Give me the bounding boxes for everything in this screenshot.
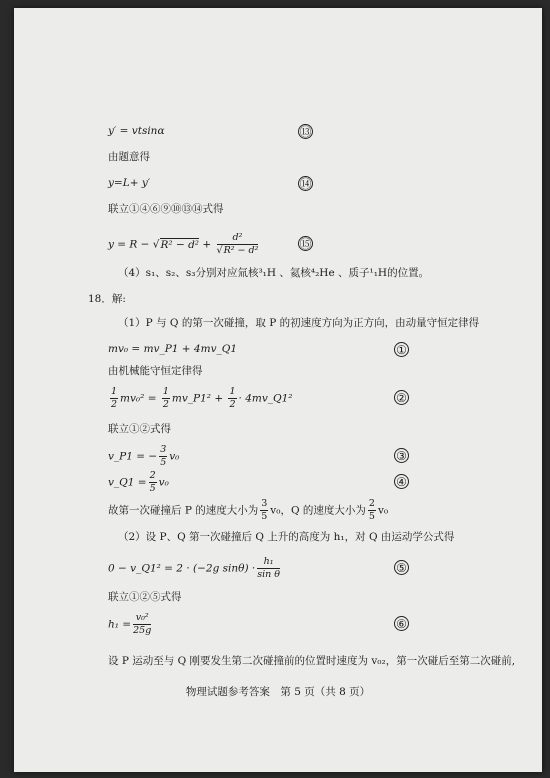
- page-footer: 物理试题参考答案 第 5 页（共 8 页）: [185, 686, 371, 698]
- marker-6: ⑥: [394, 616, 409, 631]
- marker-5: ⑤: [394, 560, 409, 575]
- eq-part: mv_P1² +: [171, 392, 224, 405]
- answer-sheet-page: [14, 8, 542, 772]
- numerator: 1: [111, 386, 118, 397]
- fraction: [257, 556, 280, 581]
- fraction: [228, 386, 236, 411]
- marker-15: ⑮: [299, 236, 312, 251]
- numerator: 1: [162, 386, 169, 397]
- fraction: [368, 498, 376, 523]
- text-line: 联立①④⑥⑨⑩⑬⑭式得: [108, 203, 224, 215]
- marker-3: ③: [394, 448, 409, 463]
- fraction: [133, 612, 151, 637]
- fraction: [159, 444, 167, 469]
- equation-13: y′ = vtsinα: [108, 125, 165, 137]
- denominator: 5: [368, 511, 375, 522]
- marker-4: ④: [394, 474, 409, 489]
- numerator: 1: [229, 386, 236, 397]
- eq-part: h₁ =: [108, 618, 132, 631]
- equation-5: [108, 556, 282, 581]
- fraction: [149, 470, 157, 495]
- text-line: （4）s₁、s₂、s₃分别对应氚核³₁H 、氦核⁴₂He 、质子¹₁H的位置。: [118, 267, 430, 279]
- eq-part: v_P1 = −: [108, 450, 158, 463]
- eq-radicand: R² − d²: [160, 238, 200, 251]
- numerator: 3: [160, 444, 167, 455]
- denominator: 25g: [133, 625, 152, 636]
- eq-part: · 4mv_Q1²: [238, 392, 293, 405]
- numerator: 2: [149, 470, 156, 481]
- eq-part: +: [199, 238, 215, 251]
- numerator: 3: [261, 498, 268, 509]
- fraction: [110, 386, 118, 411]
- text-part: v₀: [377, 504, 389, 517]
- text-part: 故第一次碰撞后 P 的速度大小为: [108, 504, 259, 517]
- equation-6: [108, 612, 153, 637]
- eq-part: mv₀² =: [120, 392, 157, 405]
- equation-4: [108, 470, 169, 495]
- marker-14: ⑭: [299, 176, 312, 191]
- equation-15: y = R − √R² − d² + $\frac{\text{d²}}{\text{√R² − d²}}$: [108, 232, 259, 256]
- denominator: 2: [162, 399, 169, 410]
- numerator: 2: [368, 498, 375, 509]
- text-line: 设 P 运动至与 Q 刚要发生第二次碰撞前的位置时速度为 v₀₂，第一次碰后至第二次碰前,: [108, 655, 516, 667]
- text-line: （2）设 P、Q 第一次碰撞后 Q 上升的高度为 h₁，对 Q 由运动学公式得: [118, 531, 455, 543]
- text-line: 由题意得: [108, 151, 150, 163]
- numerator: h₁: [257, 556, 280, 569]
- eq-part: 0 − v_Q1² = 2 · (−2g sinθ) ·: [108, 562, 256, 575]
- eq-part: v_Q1 =: [108, 476, 147, 489]
- denominator: sin θ: [257, 569, 281, 580]
- fraction: [260, 498, 268, 523]
- equation-3: [108, 444, 179, 469]
- marker-13: ⑬: [299, 124, 312, 139]
- denominator: R² − d²: [223, 245, 259, 256]
- text-line: [108, 498, 388, 523]
- denominator: 2: [111, 399, 118, 410]
- denominator: 5: [149, 483, 156, 494]
- equation-1: mv₀ = mv_P1 + 4mv_Q1: [108, 343, 238, 355]
- denominator: 5: [160, 457, 167, 468]
- eq-part: v₀: [158, 476, 169, 489]
- eq-part: v₀: [169, 450, 180, 463]
- text-line: 联立①②⑤式得: [108, 591, 182, 603]
- text-line: 联立①②式得: [108, 423, 171, 435]
- denominator: 5: [261, 511, 268, 522]
- denominator: 2: [229, 399, 236, 410]
- text-line: （1）P 与 Q 的第一次碰撞，取 P 的初速度方向为正方向，由动量守恒定律得: [118, 317, 480, 329]
- marker-2: ②: [394, 390, 409, 405]
- fraction: [162, 386, 170, 411]
- eq-part: y = R −: [108, 238, 153, 251]
- equation-2: [108, 386, 293, 411]
- marker-1: ①: [394, 342, 409, 357]
- text-part: v₀，Q 的速度大小为: [270, 504, 366, 517]
- equation-14: y=L+ y′: [108, 177, 151, 189]
- numerator: d²: [217, 232, 259, 245]
- question-number: 18．解:: [88, 293, 126, 305]
- text-line: 由机械能守恒定律得: [108, 365, 203, 377]
- fraction: $\frac{\text{d²}}{\text{√R² − d²}}$: [216, 232, 259, 256]
- numerator: v₀²: [133, 612, 151, 625]
